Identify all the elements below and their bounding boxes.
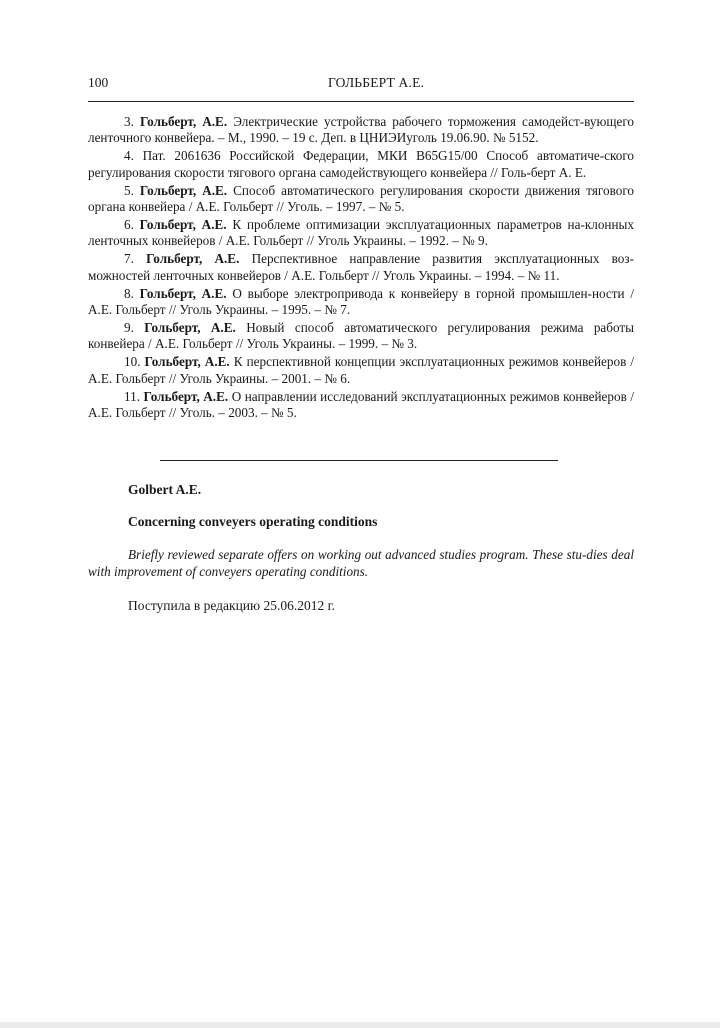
reference-item <box>88 148 634 181</box>
reference-author: Гольберт, А.Е. <box>139 182 228 198</box>
page-number: 100 <box>88 75 109 90</box>
abstract-title: Concerning conveyers operating conditions <box>128 514 378 529</box>
reference-number: 5. <box>124 182 134 198</box>
reference-number: 10. <box>124 354 141 370</box>
reference-text: Перспективное направление развития эксплуатационных воз-можностей ленточных конвейеров / А.Е. Гольберт // Уголь Украины. – 1994. – № 11. <box>88 251 634 283</box>
abstract-author: Golbert A.E. <box>128 482 202 497</box>
reference-item <box>88 320 634 353</box>
reference-item <box>88 389 634 422</box>
reference-author: Гольберт, А.Е. <box>139 285 227 301</box>
reference-text: Новый способ автоматического регулирования режима работы конвейера / А.Е. Гольберт // Уголь Украины. – 1999. – № 3. <box>88 319 635 352</box>
reference-number: 8. <box>124 285 134 301</box>
reference-list <box>88 114 634 423</box>
reference-author: Гольберт, А.Е. <box>139 114 228 129</box>
reference-text: О выборе электропривода к конвейеру в горной промышлен-ности / А.Е. Гольберт // Уголь Украины. – 1995. – № 7. <box>88 285 635 317</box>
reference-number: 4. <box>124 148 134 164</box>
reference-author: Гольберт, А.Е. <box>146 251 240 267</box>
reference-number: 11. <box>124 388 140 404</box>
abstract-text: Briefly reviewed separate offers on working out advanced studies program. These stu-dies deal with improvement of conveyers operating conditions. <box>88 547 634 579</box>
reference-item <box>88 183 634 216</box>
reference-item <box>88 286 634 319</box>
reference-text: К проблеме оптимизации эксплуатационных параметров на-клонных ленточных конвейеров / А.Е. Гольберт // Уголь Украины. – 1992. – № 9. <box>88 216 635 249</box>
reference-text: Электрические устройства рабочего торможения самодейст-вующего ленточного конвейера. – М., 1990. – 19 с. Деп. в ЦНИЭИуголь 19.06.90. № 5152. <box>88 114 635 146</box>
reference-author: Гольберт, А.Е. <box>143 388 229 404</box>
reference-author: Гольберт, А.Е. <box>144 354 230 370</box>
received-date: Поступила в редакцию 25.06.2012 г. <box>128 598 336 613</box>
reference-number: 6. <box>124 216 134 232</box>
reference-text: О направлении исследований эксплуатационных режимов конвейеров / А.Е. Гольберт // Уголь. – 2003. – № 5. <box>88 388 634 420</box>
running-title: ГОЛЬБЕРТ А.Е. <box>328 75 425 90</box>
reference-author: Гольберт, А.Е. <box>139 216 227 232</box>
reference-author: Гольберт, А.Е. <box>144 319 236 335</box>
reference-text: Способ автоматического регулирования скорости движения тягового органа конвейера / А.Е. Гольберт // Уголь. – 1997. – № 5. <box>88 182 635 215</box>
reference-number: 9. <box>124 319 134 335</box>
reference-text: К перспективной концепции эксплуатационных режимов конвейеров / А.Е. Гольберт // Уголь Украины. – 2001. – № 6. <box>88 354 634 386</box>
reference-item <box>88 114 634 147</box>
reference-item <box>88 251 634 284</box>
reference-number: 7. <box>124 251 134 267</box>
section-separator <box>160 460 558 461</box>
reference-text: Пат. 2061636 Российской Федерации, МКИ B65G15/00 Способ автоматиче-ского регулирования скорости тягового органа самодействующего конвейера // Голь-берт А. Е. <box>88 148 634 180</box>
reference-item <box>88 217 634 250</box>
reference-number: 3. <box>124 114 134 129</box>
header-rule <box>88 101 634 102</box>
reference-item <box>88 354 634 387</box>
